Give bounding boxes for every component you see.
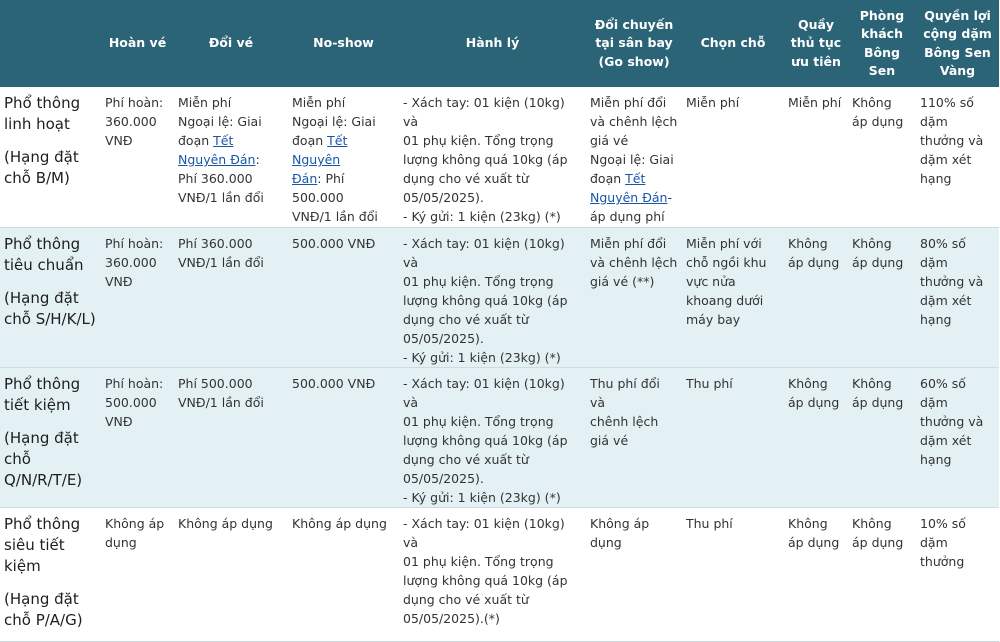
fare-class-name: Phổ thông tiết kiệm: [4, 375, 81, 414]
goshow-cell: Thu phí đổi và chênh lệch giá vé: [586, 368, 682, 508]
noshow-text: Miễn phí Ngoại lệ: Giai đoạn: [292, 95, 376, 148]
change-text-tail: : Phí 360.000 VNĐ/1 lần đổi: [178, 152, 264, 205]
fare-class-cell: [0, 368, 101, 508]
table-row: [0, 228, 999, 368]
seat-cell: Thu phí: [682, 508, 784, 642]
change-cell: Phí 360.000 VNĐ/1 lần đổi: [174, 228, 288, 368]
tet-holiday-link[interactable]: Tết Nguyên Đán: [292, 133, 348, 186]
noshow-cell: 500.000 VNĐ: [288, 228, 399, 368]
priority-cell: Không áp dụng: [784, 228, 848, 368]
fare-class-name: Phổ thông linh hoạt: [4, 94, 81, 133]
priority-cell: Miễn phí: [784, 87, 848, 228]
table-row: [0, 508, 999, 642]
header-goshow: Đổi chuyến tại sân bay (Go show): [594, 16, 674, 69]
refund-cell: Phí hoàn: 360.000 VNĐ: [101, 87, 174, 228]
goshow-text: Miễn phí đổi và chênh lệch giá vé Ngoại lệ: Giai đoạn: [590, 95, 678, 186]
change-text: Miễn phí Ngoại lệ: Giai đoạn: [178, 95, 262, 148]
priority-cell: Không áp dụng: [784, 508, 848, 642]
header-refund: Hoàn vé: [108, 35, 167, 51]
baggage-cell: - Xách tay: 01 kiện (10kg) và 01 phụ kiện. Tổng trọng lượng không quá 10kg (áp dụng cho vé xuất từ 05/05/2025). - Ký gửi: 1 kiện (23kg) (*): [399, 228, 586, 368]
noshow-cell: Không áp dụng: [288, 508, 399, 642]
fare-class-code: (Hạng đặt chỗ P/A/G): [4, 590, 83, 629]
baggage-cell: - Xách tay: 01 kiện (10kg) và 01 phụ kiện. Tổng trọng lượng không quá 10kg (áp dụng cho vé xuất từ 05/05/2025). - Ký gửi: 1 kiện (23kg) (*): [399, 87, 586, 228]
header-miles: Quyền lợi cộng dặm Bông Sen Vàng: [923, 7, 992, 78]
fare-class-name: Phổ thông siêu tiết kiệm: [4, 515, 81, 575]
goshow-cell: Không áp dụng: [586, 508, 682, 642]
miles-cell: 80% số dặm thưởng và dặm xét hạng: [916, 228, 999, 368]
tet-holiday-link[interactable]: Tết Nguyên Đán: [590, 171, 668, 205]
lounge-cell: Không áp dụng: [848, 508, 916, 642]
baggage-cell: - Xách tay: 01 kiện (10kg) và 01 phụ kiện. Tổng trọng lượng không quá 10kg (áp dụng cho vé xuất từ 05/05/2025).(*): [399, 508, 586, 642]
table-row: [0, 368, 999, 508]
goshow-cell: [586, 87, 682, 228]
header-priority-counter: Quầy thủ tục ưu tiên: [790, 16, 842, 69]
fare-class-name: Phổ thông tiêu chuẩn: [4, 235, 84, 274]
header-seat: Chọn chỗ: [700, 35, 766, 51]
noshow-text-tail: : Phí 500.000 VNĐ/1 lần đổi: [292, 171, 378, 224]
miles-cell: 60% số dặm thưởng và dặm xét hạng: [916, 368, 999, 508]
noshow-cell: [288, 87, 399, 228]
seat-cell: Thu phí: [682, 368, 784, 508]
lounge-cell: Không áp dụng: [848, 87, 916, 228]
fare-class-cell: [0, 228, 101, 368]
noshow-cell: 500.000 VNĐ: [288, 368, 399, 508]
header-change: Đổi vé: [208, 35, 254, 51]
fare-class-code: (Hạng đặt chỗ B/M): [4, 148, 79, 187]
seat-cell: Miễn phí với chỗ ngồi khu vực nửa khoang dưới máy bay: [682, 228, 784, 368]
header-class: [0, 0, 101, 87]
refund-cell: Phí hoàn: 360.000 VNĐ: [101, 228, 174, 368]
seat-cell: Miễn phí: [682, 87, 784, 228]
lounge-cell: Không áp dụng: [848, 368, 916, 508]
header-baggage: Hành lý: [465, 35, 520, 51]
refund-cell: Không áp dụng: [101, 508, 174, 642]
baggage-cell: - Xách tay: 01 kiện (10kg) và 01 phụ kiện. Tổng trọng lượng không quá 10kg (áp dụng cho vé xuất từ 05/05/2025). - Ký gửi: 1 kiện (23kg) (*): [399, 368, 586, 508]
tet-holiday-link[interactable]: Tết Nguyên Đán: [178, 133, 256, 167]
miles-cell: 110% số dặm thưởng và dặm xét hạng: [916, 87, 999, 228]
change-cell: Phí 500.000 VNĐ/1 lần đổi: [174, 368, 288, 508]
fare-class-code: (Hạng đặt chỗ S/H/K/L): [4, 289, 96, 328]
table-row: [0, 87, 999, 228]
change-cell: Không áp dụng: [174, 508, 288, 642]
header-noshow: No-show: [313, 35, 374, 51]
fare-class-cell: [0, 508, 101, 642]
fare-class-code: (Hạng đặt chỗ Q/N/R/T/E): [4, 429, 83, 489]
refund-cell: Phí hoàn: 500.000 VNĐ: [101, 368, 174, 508]
fare-class-cell: [0, 87, 101, 228]
header-lounge: Phòng khách Bông Sen: [859, 7, 905, 78]
header-row: [0, 0, 999, 87]
goshow-cell: Miễn phí đổi và chênh lệch giá vé (**): [586, 228, 682, 368]
goshow-text-tail: - áp dụng phí: [590, 190, 672, 224]
change-cell: [174, 87, 288, 228]
priority-cell: Không áp dụng: [784, 368, 848, 508]
lounge-cell: Không áp dụng: [848, 228, 916, 368]
miles-cell: 10% số dặm thưởng: [916, 508, 999, 642]
